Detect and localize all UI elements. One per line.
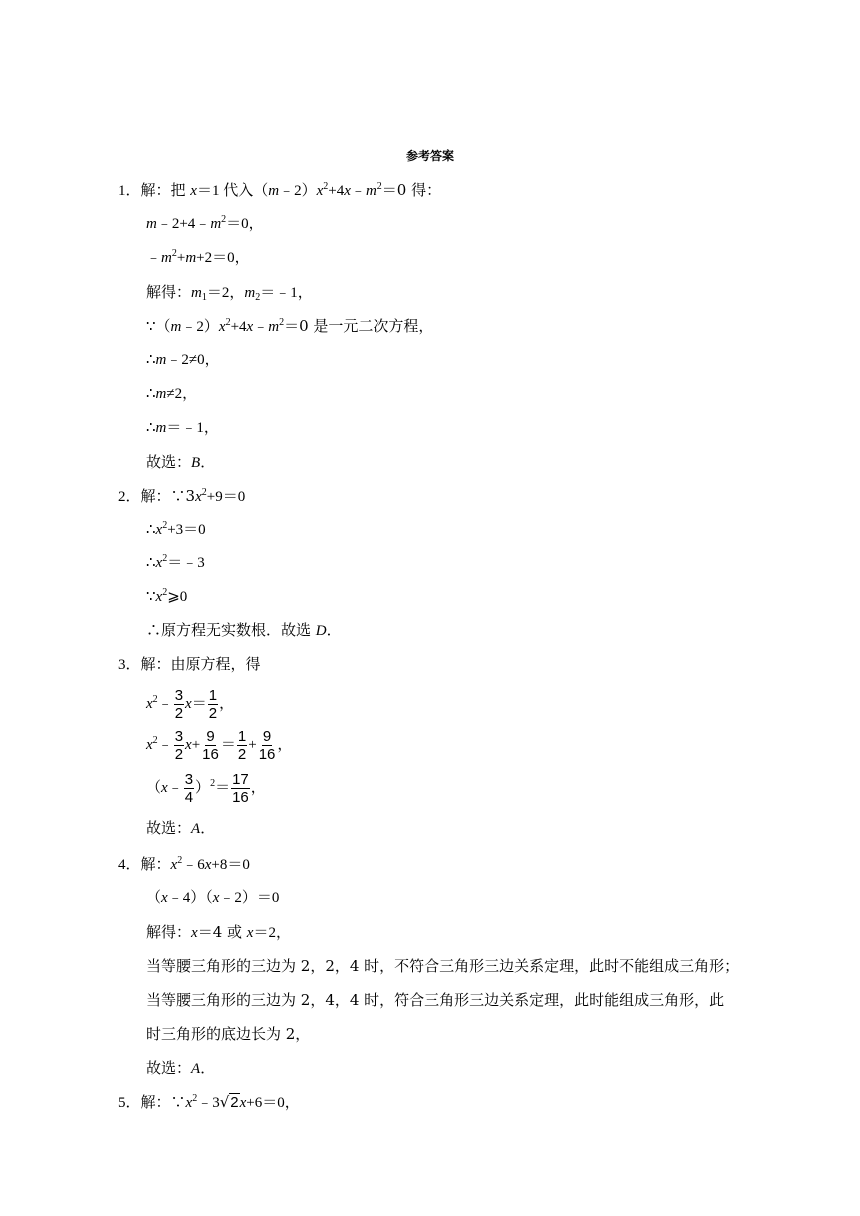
q4-answer: 故选：A． bbox=[146, 1059, 216, 1077]
q4-line-2: 解得：x＝4 或 x＝2， bbox=[146, 923, 291, 941]
q4-intro: 4．解：$x^2﹣6x+8=0$ bbox=[118, 855, 250, 873]
q4-line-1: （x﹣4）（x﹣2）＝0 bbox=[146, 890, 280, 906]
fraction: $\frac{17}{16}$ bbox=[232, 771, 249, 807]
q1-line-2: $﹣m^2+m+2=0$， bbox=[146, 248, 250, 266]
q1-answer: 故选：B． bbox=[146, 453, 216, 471]
q2-line-1: $\therefore x^2+3=0$ bbox=[146, 520, 206, 538]
square-root: √2 bbox=[219, 1093, 239, 1111]
fraction: $\frac{3}{2}$ bbox=[174, 728, 184, 764]
fraction: $\frac{9}{16}$ bbox=[202, 728, 219, 764]
fraction: $\frac{1}{2}$ bbox=[237, 728, 247, 764]
q3-line-2: $x^2﹣$ $\frac{3}{2}$ x+ $\frac{9}{16}$ ＝ $\frac{1}{2}$ + $\frac{9}{16}$ ， bbox=[146, 728, 293, 764]
q1-line-7: ∴m＝﹣1， bbox=[146, 420, 219, 436]
q3-line-1: $x^2﹣$ $\frac{3}{2}$ x＝ $\frac{1}{2}$ ， bbox=[146, 687, 235, 723]
q4-line-4: 当等腰三角形的三边为 2，4，4 时，符合三角形三边关系定理，此时能组成三角形，此 bbox=[146, 991, 725, 1009]
q1-line-3: 解得：$m_1=2$，$m_2=﹣1$， bbox=[146, 283, 313, 303]
fraction: $\frac{3}{4}$ bbox=[184, 771, 194, 807]
q1-intro: 1．解：把 x＝1 代入$(m﹣2)x^2+4x﹣m^2=0$ 得： bbox=[118, 181, 442, 199]
q2-line-4: ∴原方程无实数根．故选 D． bbox=[146, 621, 342, 639]
q1-line-1: $m﹣2+4﹣m^2=0$， bbox=[146, 214, 264, 232]
q2-line-3: $\because x^2⩾0$ bbox=[146, 587, 188, 605]
q4-line-5: 时三角形的底边长为 2， bbox=[146, 1025, 311, 1043]
q5-intro: 5．解：$\because x^2﹣3√2x+6=0$， bbox=[118, 1093, 300, 1111]
q1-line-4: $\because(m﹣2)x^2+4x﹣m^2=0$ 是一元二次方程， bbox=[146, 317, 434, 335]
page-title: 参考答案 bbox=[405, 149, 454, 163]
q3-intro: 3．解：由原方程，得 bbox=[118, 655, 261, 673]
q1-line-6: ∴m≠2， bbox=[146, 386, 198, 402]
q4-line-3: 当等腰三角形的三边为 2，2，4 时，不符合三角形三边关系定理，此时不能组成三角形； bbox=[146, 957, 740, 975]
fraction: $\frac{3}{2}$ bbox=[174, 687, 184, 723]
q1-line-5: ∴m﹣2≠0， bbox=[146, 352, 220, 368]
q3-answer: 故选：A． bbox=[146, 819, 216, 837]
q3-line-3: （x﹣ $\frac{3}{4}$ ）$^2$＝ $\frac{17}{16}$ ， bbox=[146, 771, 266, 807]
fraction: $\frac{9}{16}$ bbox=[258, 728, 276, 764]
q2-line-2: $\therefore x^2=﹣3$ bbox=[146, 553, 205, 571]
q2-intro: 2．解：$\because 3x^2+9=0$ bbox=[118, 487, 246, 505]
fraction: $\frac{1}{2}$ bbox=[208, 687, 218, 723]
